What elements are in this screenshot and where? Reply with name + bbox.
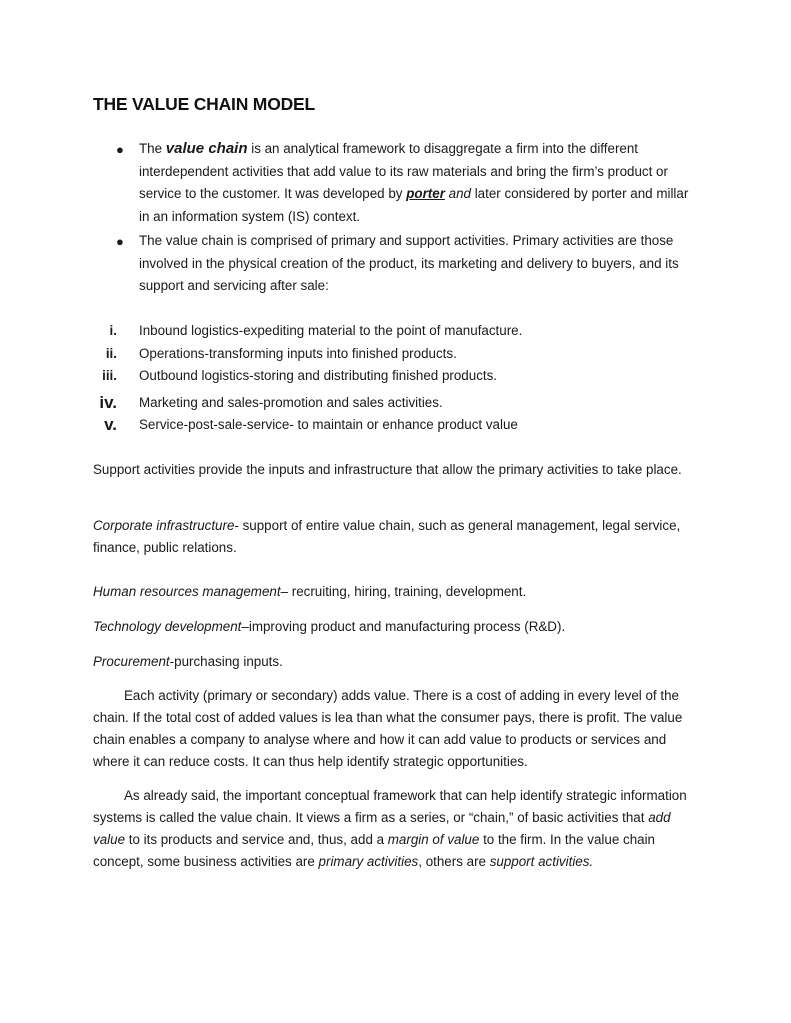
text: to its products and service and, thus, add a — [125, 832, 388, 847]
list-text: Operations-transforming inputs into finished products. — [139, 345, 457, 361]
term: Technology development — [93, 619, 242, 634]
list-item — [0, 343, 791, 366]
emphasis: support activities. — [489, 854, 594, 869]
term: Procurement — [93, 654, 170, 669]
porter-keyword: porter — [406, 186, 445, 201]
primary-activities-list — [0, 320, 791, 436]
hr-paragraph — [93, 581, 703, 603]
list-text: Inbound logistics-expediting material to the point of manufacture. — [139, 323, 523, 338]
list-number: i. — [109, 323, 117, 338]
text: As already said, the important conceptual framework that can help identify strategic information systems is called the value chain. It views a firm as a series, or “chain,” of basic activities that — [93, 788, 687, 825]
text: – recruiting, hiring, training, development. — [280, 584, 527, 599]
corporate-infrastructure-paragraph — [93, 515, 703, 559]
bullet-dot-icon: ● — [116, 234, 124, 249]
procurement-paragraph — [93, 651, 703, 673]
bullet-list — [0, 138, 791, 300]
bullet-dot-icon: ● — [116, 142, 124, 157]
cost-paragraph: Each activity (primary or secondary) adds value. There is a cost of adding in every level of the chain. If the total cost of added values is lea than what the consumer pays, there is profit. The value chain enables a company to analyse where and how it can add value to products or services and where it can reduce costs. It can thus help identify strategic opportunities. — [93, 688, 683, 769]
list-item — [0, 320, 791, 343]
bullet-primary-support — [0, 230, 701, 298]
text: -purchasing inputs. — [169, 654, 283, 669]
page-title: THE VALUE CHAIN MODEL — [93, 94, 316, 114]
and-word: and — [444, 186, 471, 201]
list-item — [0, 388, 791, 414]
support-intro-paragraph: Support activities provide the inputs and infrastructure that allow the primary activities to take place. — [93, 462, 682, 477]
emphasis: primary activities — [318, 854, 419, 869]
list-number: iii. — [102, 368, 117, 383]
text: –improving product and manufacturing process (R&D). — [241, 619, 566, 634]
text: The — [139, 141, 166, 156]
list-text: Service-post-sale-service- to maintain or enhance product value — [139, 416, 518, 432]
list-text: Outbound logistics-storing and distributing finished products. — [139, 368, 498, 383]
framework-paragraph — [93, 785, 703, 873]
list-number: v. — [104, 414, 117, 434]
text: is an analytical framework to disaggregate a firm into the different interdependent activities that add value to its raw materials and bring the firm’s product or service to the customer. It was developed by — [139, 141, 668, 201]
technology-paragraph — [93, 616, 703, 638]
text: - support of entire value chain, such as general management, legal service, finance, public relations. — [93, 518, 681, 555]
value-chain-keyword: value chain — [165, 140, 248, 157]
emphasis: add value — [93, 810, 671, 847]
text: later considered by porter and millar in an information system (IS) context. — [139, 186, 689, 224]
list-number: ii. — [105, 345, 117, 361]
list-number: iv. — [99, 392, 117, 412]
text: to the firm. In the value chain concept, some business activities are — [93, 832, 656, 869]
term: Human resources management — [93, 584, 281, 599]
text: The value chain is comprised of primary and support activities. Primary activities are those involved in the physical creation of the product, its marketing and delivery to buyers, and its support and servicing after sale: — [139, 233, 679, 293]
text: , others are — [418, 854, 490, 869]
emphasis: margin of value — [387, 832, 480, 847]
list-item — [0, 365, 791, 388]
bullet-value-chain-definition — [0, 138, 701, 228]
list-item — [0, 414, 791, 437]
term: Corporate infrastructure — [93, 518, 235, 533]
list-text: Marketing and sales-promotion and sales activities. — [139, 394, 443, 410]
